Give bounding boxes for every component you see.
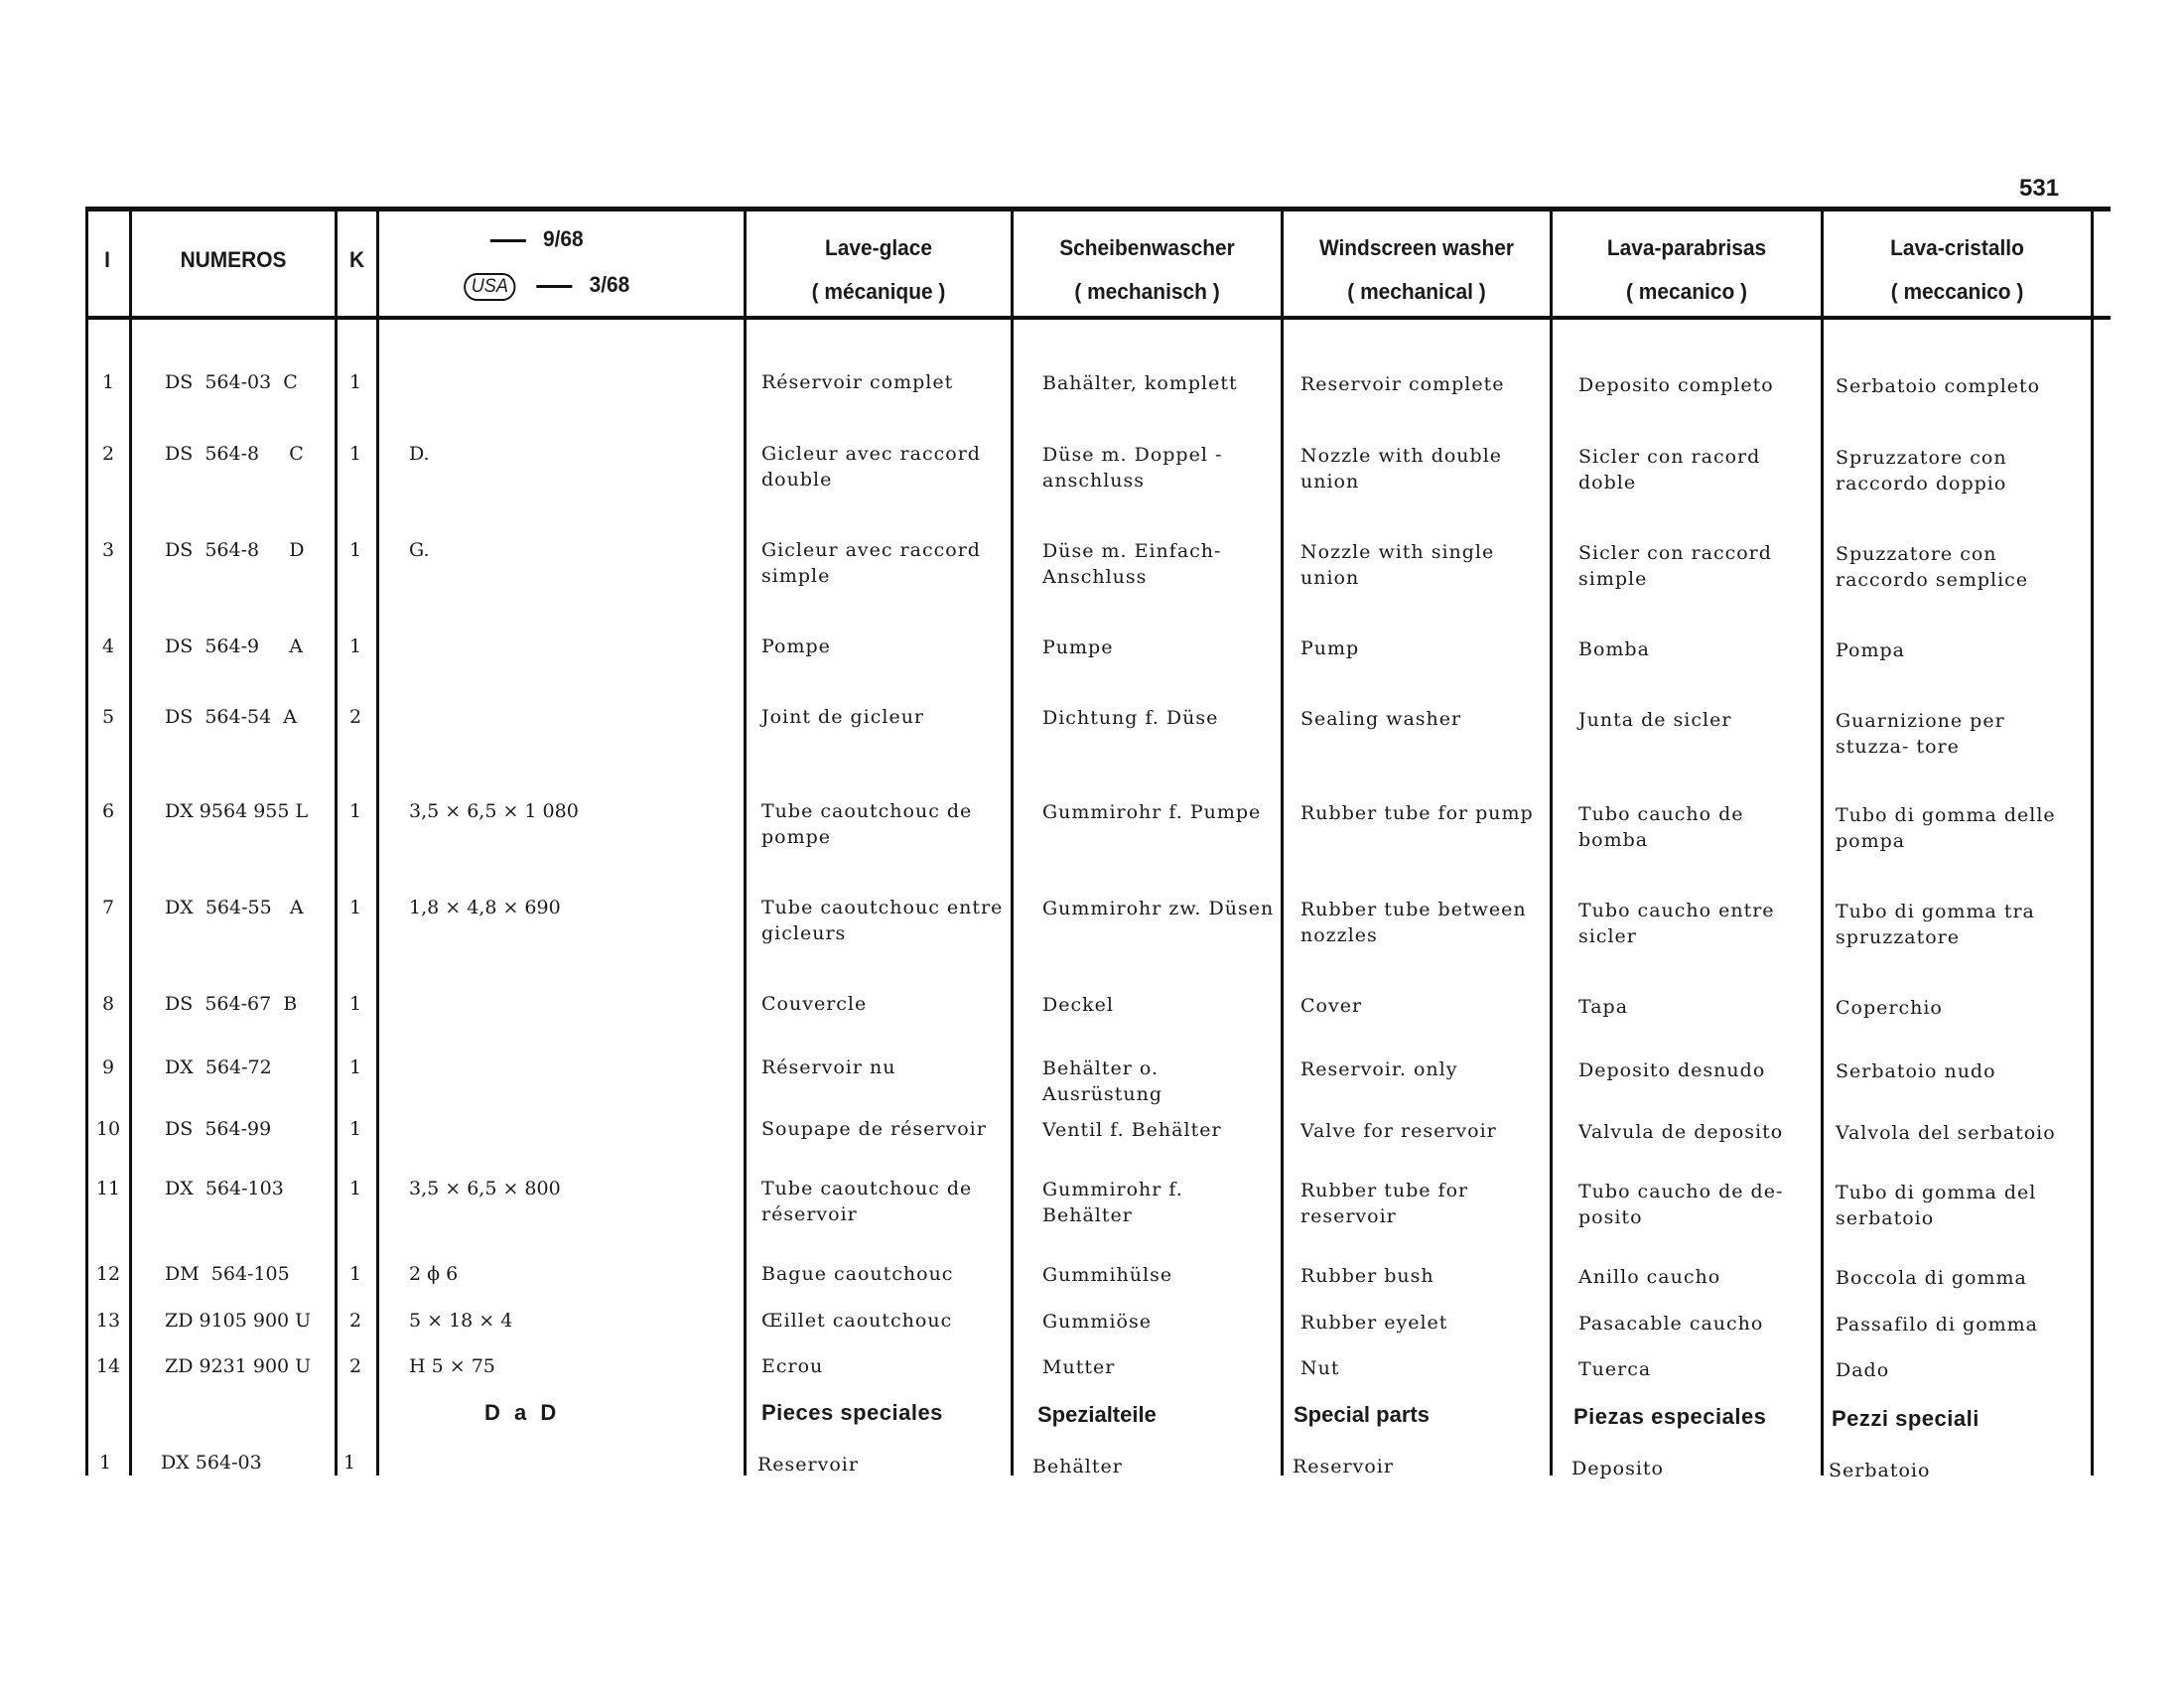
row-quantity: 1 [348,635,362,657]
row-desc-es: Tubo caucho de de- posito [1578,1181,1784,1228]
row-desc-de: Gummirohr zw. Düsen [1042,898,1275,919]
usa-badge: USA [464,273,515,301]
header-de-sub: ( mechanisch ) [1074,279,1220,304]
row-desc-en: Rubber bush [1300,1265,1434,1287]
row-desc-fr: Tube caoutchouc de réservoir [761,1178,973,1225]
row-desc-es: Tubo caucho entre sicler [1578,900,1775,947]
row-part-number: DM 564-105 [165,1263,290,1285]
special-es: Piezas especiales [1573,1404,1767,1429]
row-desc-it: Boccola di gomma [1836,1267,2027,1289]
column-divider [376,211,379,1476]
row-index: 10 [95,1118,121,1140]
row-dimension-note: D. [409,443,430,465]
column-divider [1011,211,1014,1476]
header-date-1: 9/68 [542,226,584,251]
row-dimension-note: 5 × 18 × 4 [409,1310,513,1332]
row-desc-en: Nozzle with double union [1300,445,1503,492]
last-row-es: Deposito [1571,1458,1664,1479]
column-divider [1821,211,1824,1476]
row-desc-fr: Gicleur avec raccord double [761,443,981,491]
row-desc-de: Behälter o. Ausrüstung [1042,1057,1163,1105]
row-part-number: DS 564-67 B [165,993,298,1015]
row-index: 1 [101,371,115,393]
row-index: 7 [101,897,115,918]
row-desc-de: Düse m. Doppel - anschluss [1042,444,1223,492]
row-desc-fr: Réservoir complet [761,371,954,393]
row-index: 6 [101,800,115,822]
row-desc-en: Nut [1300,1357,1340,1379]
last-row-fr: Reservoir [757,1454,859,1476]
last-row-index: 1 [99,1452,112,1474]
row-part-number: DX 564-103 [165,1178,284,1199]
row-desc-it: Tubo di gomma tra spruzzatore [1836,901,2035,948]
row-quantity: 2 [348,1355,362,1377]
row-dimension-note: 3,5 × 6,5 × 1 080 [409,800,579,822]
row-desc-en: Rubber eyelet [1300,1312,1448,1334]
header-french [753,226,1005,314]
row-quantity: 1 [348,993,362,1015]
row-part-number: DS 564-8 D [165,539,305,561]
special-dad: D a D [484,1400,561,1425]
row-desc-fr: Bague caoutchouc [761,1263,954,1285]
row-desc-it: Serbatoio nudo [1836,1060,1996,1082]
row-index: 9 [101,1056,115,1078]
row-quantity: 2 [348,1310,362,1332]
row-desc-fr: Soupape de réservoir [761,1118,987,1140]
row-part-number: DS 564-03 C [165,371,298,393]
header-en-title: Windscreen washer [1318,235,1515,260]
row-desc-de: Bahälter, komplett [1042,372,1238,394]
row-desc-en: Nozzle with single union [1300,541,1495,589]
row-desc-it: Dado [1836,1359,1890,1381]
row-part-number: DX 9564 955 L [165,800,309,822]
last-row-it: Serbatoio [1829,1460,1931,1481]
row-index: 11 [95,1178,121,1199]
row-desc-de: Deckel [1042,994,1114,1016]
row-desc-it: Coperchio [1836,997,1943,1019]
header-col-index: I [104,247,110,272]
last-row-k: 1 [343,1452,356,1474]
row-part-number: ZD 9105 900 U [165,1310,312,1332]
header-fr-title: Lave-glace [824,235,933,260]
row-desc-en: Cover [1300,995,1363,1017]
arrow-icon [536,285,572,288]
special-en: Special parts [1294,1402,1430,1427]
row-part-number: ZD 9231 900 U [165,1355,312,1377]
special-it: Pezzi speciali [1832,1406,1979,1431]
header-english [1291,226,1544,314]
header-bottom-rule [85,316,2111,320]
special-fr: Pieces speciales [761,1400,943,1425]
row-quantity: 1 [348,1178,362,1199]
row-desc-en: Valve for reservoir [1300,1120,1497,1142]
row-index: 14 [95,1355,121,1377]
header-col-k: K [348,247,365,272]
row-desc-de: Gummiöse [1042,1311,1152,1333]
header-german [1021,226,1275,314]
header-date-block [388,216,735,308]
row-desc-es: Sicler con raccord simple [1578,542,1772,590]
row-desc-de: Ventil f. Behälter [1042,1119,1222,1141]
row-desc-de: Gummirohr f. Behälter [1042,1179,1183,1226]
row-dimension-note: 2 ϕ 6 [409,1263,459,1285]
row-desc-it: Guarnizione per stuzza- tore [1836,710,2005,758]
row-desc-es: Valvula de deposito [1578,1121,1784,1143]
row-desc-de: Gummirohr f. Pumpe [1042,801,1262,823]
header-spanish [1560,226,1815,314]
row-dimension-note: G. [409,539,430,561]
header-fr-sub: ( mécanique ) [811,279,946,304]
row-part-number: DS 564-8 C [165,443,304,465]
row-index: 3 [101,539,115,561]
column-divider [1281,211,1284,1476]
row-part-number: DS 564-54 A [165,706,297,728]
row-quantity: 1 [348,1263,362,1285]
row-desc-en: Reservoir complete [1300,373,1505,395]
column-divider [129,211,132,1476]
row-desc-de: Düse m. Einfach- Anschluss [1042,540,1222,588]
row-desc-es: Junta de sicler [1578,709,1732,731]
row-quantity: 1 [348,443,362,465]
page-number: 531 [2019,175,2060,202]
row-desc-it: Valvola del serbatoio [1836,1122,2056,1144]
header-it-title: Lava-cristallo [1890,235,2024,260]
row-quantity: 1 [348,800,362,822]
header-date-2: 3/68 [589,272,630,297]
row-quantity: 1 [348,1118,362,1140]
row-quantity: 1 [348,897,362,918]
row-dimension-note: H 5 × 75 [409,1355,495,1377]
row-desc-de: Dichtung f. Düse [1042,707,1219,729]
row-index: 4 [101,635,115,657]
row-desc-it: Passafilo di gomma [1836,1314,2038,1336]
row-desc-de: Pumpe [1042,636,1114,658]
row-index: 8 [101,993,115,1015]
row-quantity: 1 [348,539,362,561]
header-col-numeros: NUMEROS [180,247,287,272]
row-desc-en: Rubber tube for pump [1300,802,1534,824]
row-desc-es: Anillo caucho [1578,1266,1721,1288]
row-desc-en: Rubber tube for reservoir [1300,1180,1469,1227]
last-row-number: DX 564-03 [161,1452,262,1474]
header-italian [1831,226,2085,314]
header-es-sub: ( mecanico ) [1626,279,1747,304]
special-de: Spezialteile [1037,1402,1157,1427]
row-desc-es: Bomba [1578,638,1650,660]
arrow-icon [490,239,526,242]
column-divider [1550,211,1553,1476]
row-desc-fr: Tube caoutchouc entre gicleurs [761,897,1004,944]
row-part-number: DX 564-55 A [165,897,304,918]
row-part-number: DS 564-9 A [165,635,304,657]
row-desc-es: Tubo caucho de bomba [1578,803,1744,851]
last-row-de: Behälter [1032,1456,1123,1477]
column-divider [85,207,88,1476]
row-desc-de: Gummihülse [1042,1264,1173,1286]
last-row-en: Reservoir [1293,1456,1394,1477]
row-desc-fr: Gicleur avec raccord simple [761,539,981,587]
row-index: 12 [95,1263,121,1285]
table-top-rule [85,207,2111,211]
row-dimension-note: 1,8 × 4,8 × 690 [409,897,561,918]
header-es-title: Lava-parabrisas [1606,235,1767,260]
row-dimension-note: 3,5 × 6,5 × 800 [409,1178,561,1199]
row-desc-fr: Couvercle [761,993,868,1015]
row-desc-it: Pompa [1836,639,1905,661]
row-quantity: 1 [348,371,362,393]
column-divider [2091,207,2094,1476]
row-desc-es: Tuerca [1578,1358,1652,1380]
row-desc-de: Mutter [1042,1356,1116,1378]
header-en-sub: ( mechanical ) [1347,279,1486,304]
column-divider [744,211,747,1476]
column-divider [335,211,338,1476]
row-desc-it: Spruzzatore con raccordo doppio [1836,447,2007,494]
row-desc-fr: Tube caoutchouc de pompe [761,800,973,848]
row-desc-it: Spuzzatore con raccordo semplice [1836,543,2029,591]
row-desc-it: Tubo di gomma del serbatoio [1836,1182,2037,1229]
row-part-number: DS 564-99 [165,1118,272,1140]
row-desc-fr: Réservoir nu [761,1056,896,1078]
row-index: 2 [101,443,115,465]
row-desc-es: Pasacable caucho [1578,1313,1764,1335]
row-desc-en: Pump [1300,637,1360,659]
row-desc-fr: Pompe [761,635,831,657]
row-desc-es: Deposito desnudo [1578,1059,1766,1081]
row-desc-es: Sicler con racord doble [1578,446,1761,493]
row-desc-en: Reservoir. only [1300,1058,1458,1080]
row-desc-fr: Œillet caoutchouc [761,1310,953,1332]
row-index: 5 [101,706,115,728]
row-desc-fr: Ecrou [761,1355,824,1377]
row-desc-es: Tapa [1578,996,1629,1018]
row-desc-it: Serbatoio completo [1836,375,2041,397]
row-part-number: DX 564-72 [165,1056,272,1078]
row-index: 13 [95,1310,121,1332]
row-desc-es: Deposito completo [1578,374,1774,396]
row-desc-it: Tubo di gomma delle pompa [1836,804,2056,852]
header-it-sub: ( meccanico ) [1890,279,2024,304]
row-desc-en: Rubber tube between nozzles [1300,899,1527,946]
row-quantity: 2 [348,706,362,728]
row-quantity: 1 [348,1056,362,1078]
header-de-title: Scheibenwascher [1059,235,1235,260]
row-desc-fr: Joint de gicleur [761,706,925,728]
row-desc-en: Sealing washer [1300,708,1462,730]
